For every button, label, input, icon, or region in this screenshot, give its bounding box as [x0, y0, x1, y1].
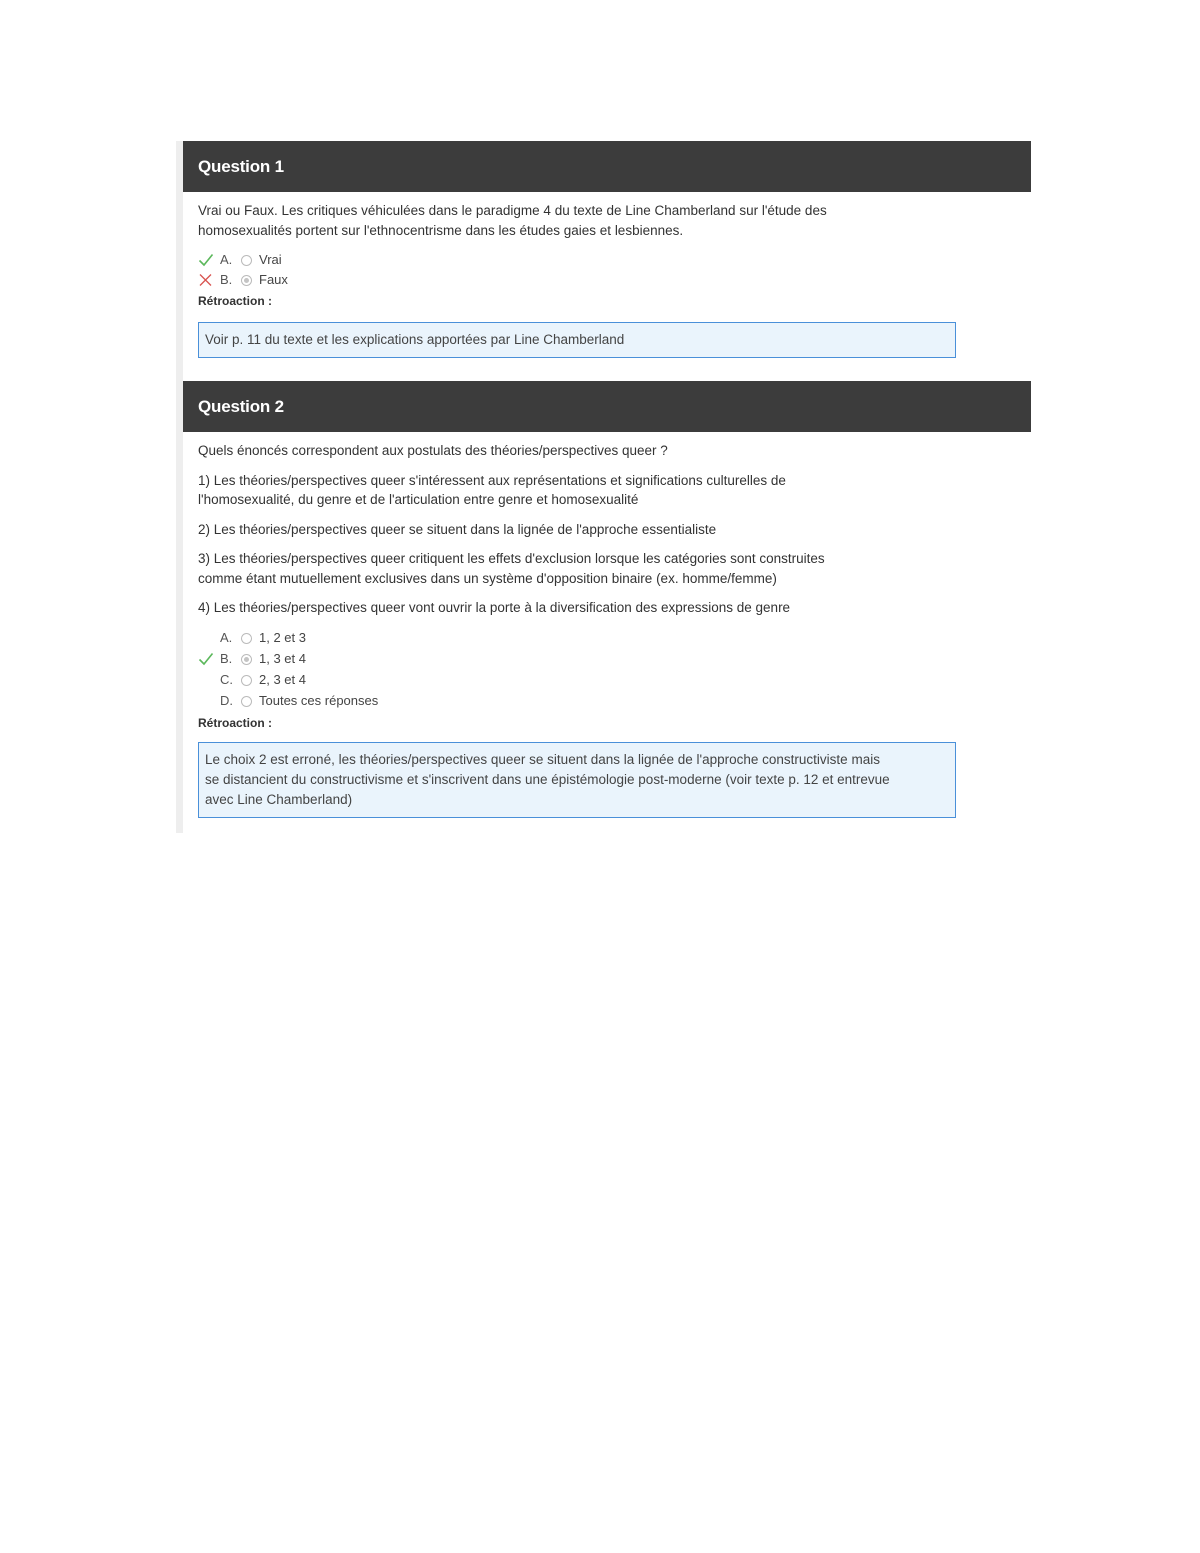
choice-a[interactable]: [198, 250, 1016, 270]
feedback-text: Le choix 2 est erroné, les théories/perspectives queer se situent dans la lignée de l'approche constructiviste mais se distancient du constructivisme et s'inscrivent dans une épistémologie post-moderne (voir texte p. 12 et entrevue avec Line Chamberland): [205, 751, 890, 807]
choice-c[interactable]: [198, 670, 1016, 691]
radio-button[interactable]: [241, 675, 252, 686]
feedback-box: [198, 742, 956, 818]
choice-label: 1, 2 et 3: [259, 630, 306, 646]
statement-1: 1) Les théories/perspectives queer s'intéressent aux représentations et significations culturelles de l'homosexualité, du genre et de l'articulation entre genre et homosexualité: [198, 472, 786, 507]
feedback-label: Rétroaction :: [198, 715, 273, 730]
question-2-header: [183, 381, 1031, 432]
feedback-box: Voir p. 11 du texte et les explications apportées par Line Chamberland: [198, 322, 956, 358]
choice-label: Faux: [259, 272, 288, 288]
radio-button-selected[interactable]: [241, 654, 252, 665]
cross-icon: [198, 270, 220, 290]
question-title: Question 2: [198, 396, 284, 416]
choice-list: [198, 628, 1016, 712]
choice-label: 1, 3 et 4: [259, 651, 306, 667]
question-text: Vrai ou Faux. Les critiques véhiculées dans le paradigme 4 du texte de Line Chamberland sur l'étude des homosexualités portent sur l'ethnocentrisme dans les études gaies et lesbiennes.: [198, 203, 827, 238]
choice-label: Vrai: [259, 252, 282, 268]
choice-letter: C.: [220, 672, 233, 688]
radio-button[interactable]: [241, 633, 252, 644]
choice-letter: B.: [220, 651, 233, 667]
choice-d[interactable]: [198, 691, 1016, 712]
question-text: Quels énoncés correspondent aux postulats des théories/perspectives queer ?: [198, 443, 668, 458]
question-title: Question 1: [198, 156, 284, 176]
radio-button[interactable]: [241, 696, 252, 707]
radio-button-selected[interactable]: [241, 275, 252, 286]
choice-label: 2, 3 et 4: [259, 672, 306, 688]
question-2: [183, 381, 1031, 818]
quiz-review-sheet: [176, 141, 1031, 833]
choice-letter: A.: [220, 630, 233, 646]
choice-letter: B.: [220, 272, 233, 288]
choice-letter: A.: [220, 252, 233, 268]
statement-4: 4) Les théories/perspectives queer vont ouvrir la porte à la diversification des expressions de genre: [198, 600, 791, 615]
choice-a[interactable]: [198, 628, 1016, 649]
radio-button[interactable]: [241, 255, 252, 266]
feedback-label: Rétroaction :: [198, 294, 273, 308]
question-1-header: [183, 141, 1031, 192]
check-icon: [198, 649, 220, 669]
choice-label: Toutes ces réponses: [259, 693, 379, 709]
choice-list: [198, 250, 1016, 290]
choice-b[interactable]: [198, 649, 1016, 670]
choice-b[interactable]: [198, 270, 1016, 290]
check-icon: [198, 250, 220, 270]
statement-3: 3) Les théories/perspectives queer critiquent les effets d'exclusion lorsque les catégories sont construites comme étant mutuellement exclusives dans un système d'opposition binaire (ex. homme/femme): [198, 551, 825, 586]
statement-2: 2) Les théories/perspectives queer se situent dans la lignée de l'approche essentialiste: [198, 521, 717, 537]
question-1: [183, 141, 1031, 358]
choice-letter: D.: [220, 693, 233, 709]
